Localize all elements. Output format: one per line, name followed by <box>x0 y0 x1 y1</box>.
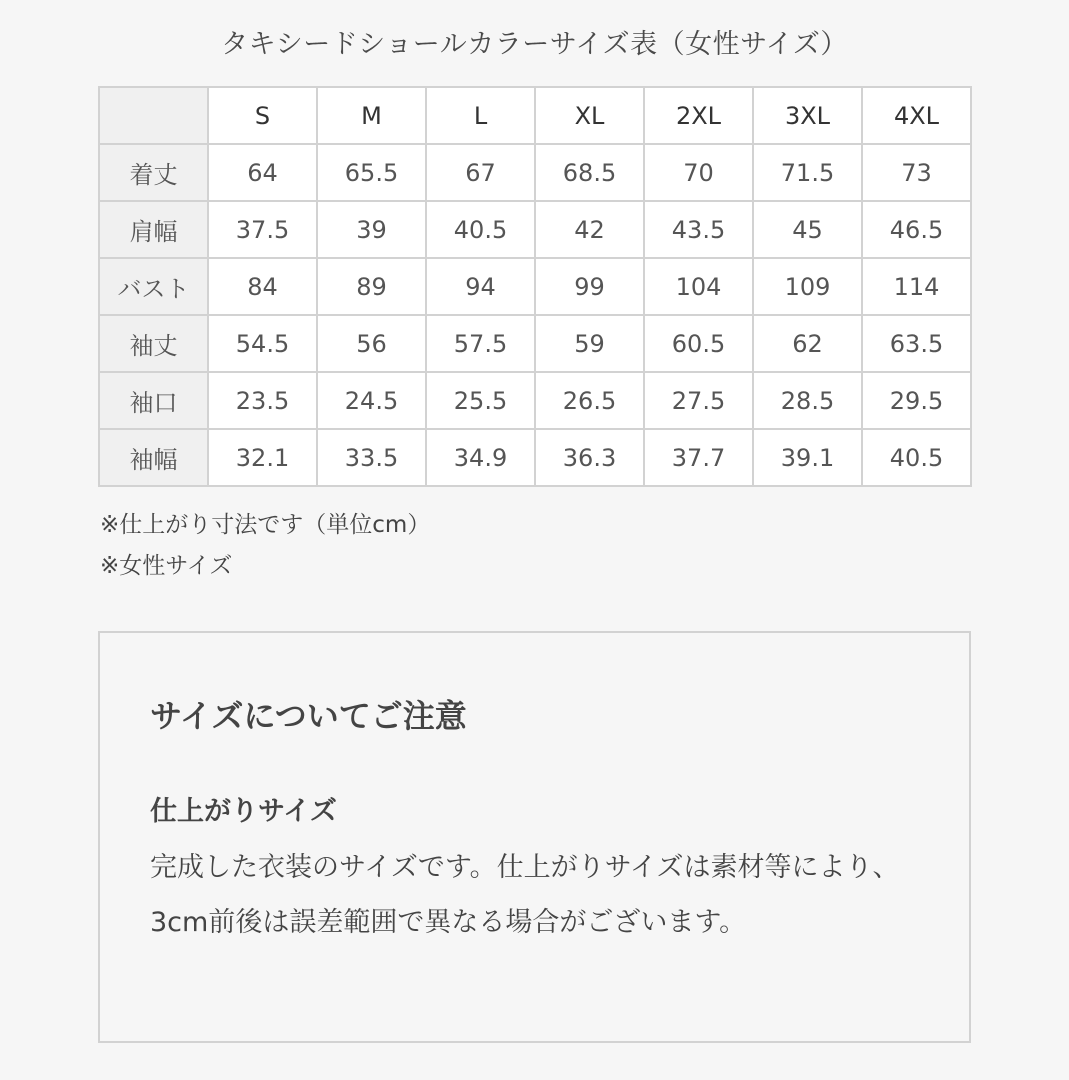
table-cell: 84 <box>208 258 317 315</box>
column-header: 4XL <box>862 87 971 144</box>
table-cell: 24.5 <box>317 372 426 429</box>
table-row <box>99 315 971 372</box>
table-cell: 29.5 <box>862 372 971 429</box>
table-row <box>99 372 971 429</box>
table-cell: 59 <box>535 315 644 372</box>
page-title: タキシードショールカラーサイズ表（女性サイズ） <box>221 29 848 60</box>
row-header: 着丈 <box>99 144 208 201</box>
column-header: 2XL <box>644 87 753 144</box>
row-header: バスト <box>99 258 208 315</box>
table-cell: 39 <box>317 201 426 258</box>
table-cell: 99 <box>535 258 644 315</box>
table-cell: 36.3 <box>535 429 644 486</box>
column-header: S <box>208 87 317 144</box>
table-cell: 43.5 <box>644 201 753 258</box>
table-row <box>99 201 971 258</box>
table-cell: 40.5 <box>862 429 971 486</box>
table-cell: 57.5 <box>426 315 535 372</box>
table-header-row <box>99 87 971 144</box>
table-cell: 42 <box>535 201 644 258</box>
table-row <box>99 429 971 486</box>
table-cell: 45 <box>753 201 862 258</box>
row-header: 肩幅 <box>99 201 208 258</box>
table-cell: 28.5 <box>753 372 862 429</box>
notice-subheading: 仕上がりサイズ <box>150 796 337 827</box>
note-line: ※女性サイズ <box>100 553 233 579</box>
table-cell: 70 <box>644 144 753 201</box>
table-cell: 64 <box>208 144 317 201</box>
table-cell: 34.9 <box>426 429 535 486</box>
table-cell: 32.1 <box>208 429 317 486</box>
size-notice-box <box>98 631 971 1043</box>
table-cell: 40.5 <box>426 201 535 258</box>
table-cell: 62 <box>753 315 862 372</box>
table-row <box>99 258 971 315</box>
table-cell: 94 <box>426 258 535 315</box>
table-notes <box>100 505 430 587</box>
table-cell: 114 <box>862 258 971 315</box>
table-cell: 67 <box>426 144 535 201</box>
notice-body: 完成した衣装のサイズです。仕上がりサイズは素材等により、3cm前後は誤差範囲で異なる場合がございます。 <box>150 852 900 938</box>
notice-heading: サイズについてご注意 <box>150 697 467 735</box>
table-cell: 25.5 <box>426 372 535 429</box>
table-corner-cell <box>99 87 208 144</box>
table-cell: 37.7 <box>644 429 753 486</box>
column-header: XL <box>535 87 644 144</box>
column-header: 3XL <box>753 87 862 144</box>
table-cell: 23.5 <box>208 372 317 429</box>
table-cell: 26.5 <box>535 372 644 429</box>
table-cell: 37.5 <box>208 201 317 258</box>
column-header: L <box>426 87 535 144</box>
table-row <box>99 144 971 201</box>
row-header: 袖丈 <box>99 315 208 372</box>
table-cell: 27.5 <box>644 372 753 429</box>
table-cell: 68.5 <box>535 144 644 201</box>
column-header: M <box>317 87 426 144</box>
size-chart-table <box>98 86 972 487</box>
table-cell: 56 <box>317 315 426 372</box>
table-cell: 39.1 <box>753 429 862 486</box>
row-header: 袖幅 <box>99 429 208 486</box>
table-cell: 65.5 <box>317 144 426 201</box>
table-cell: 60.5 <box>644 315 753 372</box>
table-cell: 109 <box>753 258 862 315</box>
table-cell: 46.5 <box>862 201 971 258</box>
table-cell: 71.5 <box>753 144 862 201</box>
table-cell: 73 <box>862 144 971 201</box>
note-line: ※仕上がり寸法です（単位cm） <box>100 512 431 538</box>
row-header: 袖口 <box>99 372 208 429</box>
table-cell: 104 <box>644 258 753 315</box>
table-cell: 63.5 <box>862 315 971 372</box>
table-cell: 89 <box>317 258 426 315</box>
table-cell: 33.5 <box>317 429 426 486</box>
table-cell: 54.5 <box>208 315 317 372</box>
